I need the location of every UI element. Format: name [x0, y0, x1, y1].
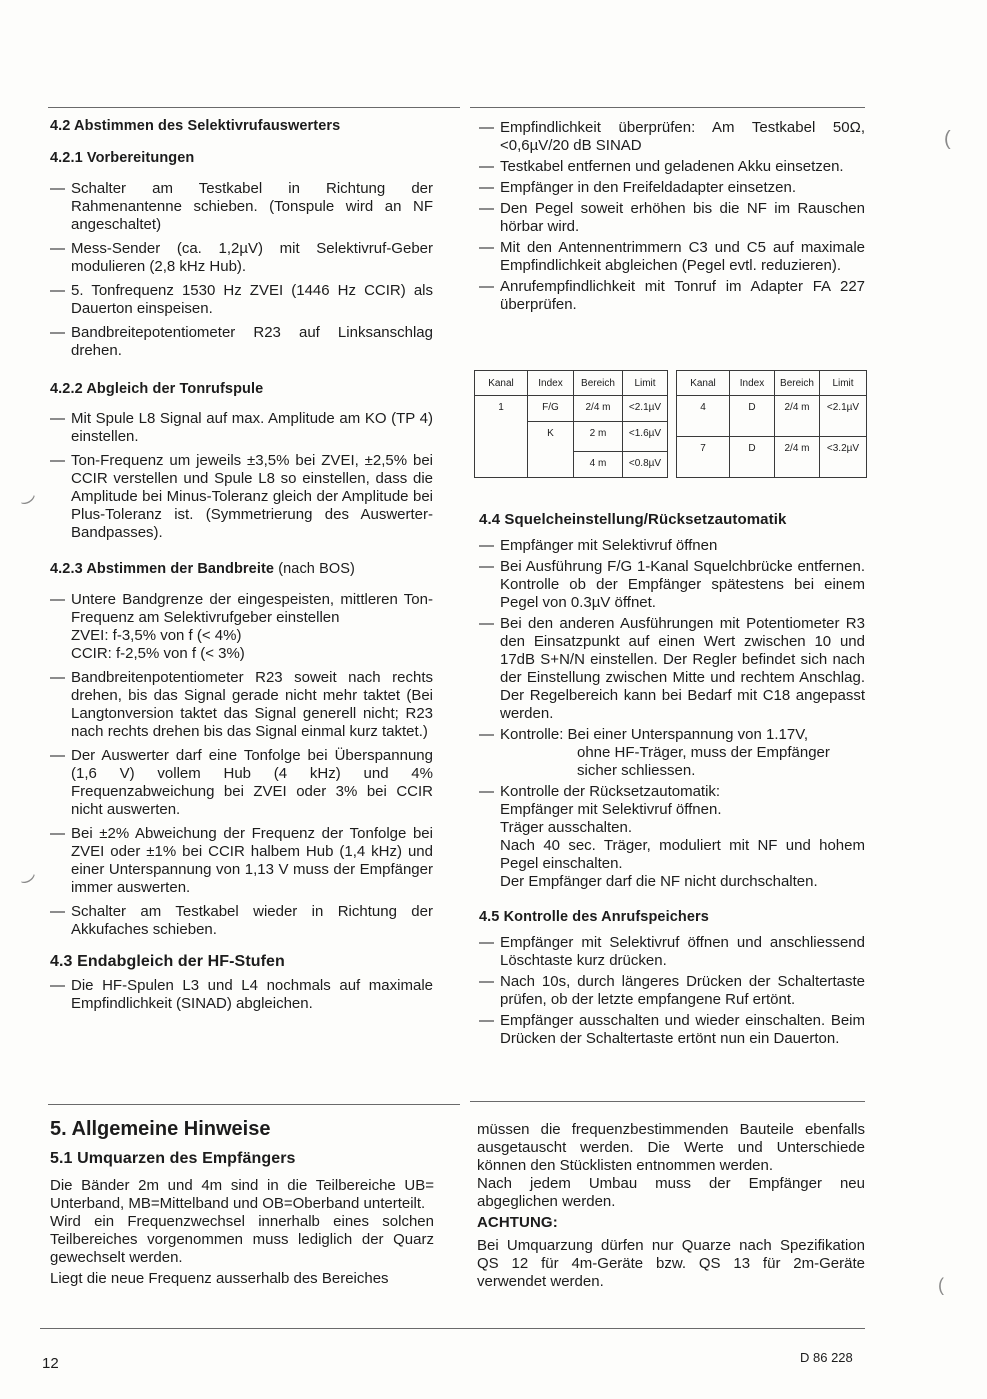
paragraph: Die Bänder 2m und 4m sind in die Teilbereiche UB= Unterband, MB=Mittelband und OB=Oberband unterteilt. — [50, 1177, 434, 1212]
ruecksetz-line: Der Empfänger darf die NF nicht durchschalten. — [500, 873, 818, 890]
footer-rule — [40, 1328, 865, 1329]
scan-mark-icon: ( — [938, 1275, 944, 1295]
section-5-heading: 5. Allgemeine Hinweise — [50, 1118, 271, 1140]
list-item: — Der Auswerter darf eine Tonfolge bei Überspannung (1,6 V) vollem Hub (4 kHz) und 4% Frequenzabweichung bei ZVEI oder 3% bei CCIR nicht auswerten. — [50, 747, 433, 819]
cell-index: K — [528, 422, 574, 478]
scan-mark-icon: ( — [944, 128, 951, 150]
col-header-bereich: Bereich — [574, 371, 623, 396]
page-number: 12 — [42, 1355, 59, 1372]
list-item: — Empfänger mit Selektivruf öffnen — [479, 537, 865, 555]
cell-kanal: 4 — [677, 396, 730, 437]
list-item: — Empfänger mit Selektivruf öffnen und anschliessend Löschtaste kurz drücken. — [479, 934, 865, 970]
section-4-2-3-heading — [50, 560, 433, 578]
cell-limit: <0.8µV — [623, 452, 668, 478]
vorbereitungen-list — [50, 180, 433, 360]
section-rule-right — [470, 1101, 865, 1102]
list-item: — Ton-Frequenz um jeweils ±3,5% bei ZVEI, ±2,5% bei CCIR verstellen und Spule L8 so einstellen, dass die Amplitude bei Minus-Toleranz gleich der Amplitude bei Plus-Toleranz ist. (Symmetrierung des Auswerter-Bandpasses). — [50, 452, 433, 542]
list-item: — Schalter am Testkabel wieder in Richtung der Akkufaches schieben. — [50, 903, 433, 939]
cell-bereich: 4 m — [574, 452, 623, 478]
list-item: — Bei Ausführung F/G 1-Kanal Squelchbrücke entfernen. Kontrolle ob der Empfänger spätestens bei einem Pegel von 0.3µV öffnet. — [479, 558, 865, 612]
list-item — [479, 726, 865, 780]
section-4-5-heading: 4.5 Kontrolle des Anrufspeichers — [479, 909, 709, 925]
list-item: — Anrufempfindlichkeit mit Tonruf im Adapter FA 227 überprüfen. — [479, 278, 865, 314]
section-5-right — [477, 1121, 865, 1291]
section-5-left — [50, 1117, 434, 1288]
ruecksetz-line: Nach 40 sec. Träger, moduliert mit NF und hohem Pegel einschalten. — [500, 837, 865, 872]
ruecksetz-line: Träger ausschalten. — [500, 819, 633, 836]
right-column-lower — [479, 511, 865, 1048]
list-item: — Schalter am Testkabel in Richtung der Rahmenantenne schieben. (Tonspule wird an NF angeschaltet) — [50, 180, 433, 234]
list-item: — Nach 10s, durch längeres Drücken der Schaltertaste prüfen, ob der letzte empfangene Ruf ertönt. — [479, 973, 865, 1009]
cell-bereich: 2/4 m — [775, 437, 820, 478]
paragraph: Wird ein Frequenzwechsel innerhalb eines solchen Teilbereiches vorgenommen muss lediglich der Quarz gewechselt werden. — [50, 1213, 434, 1266]
cell-limit: <1.6µV — [623, 422, 668, 452]
anrufspeicher-list — [479, 934, 865, 1048]
list-item: — Testkabel entfernen und geladenen Akku einsetzen. — [479, 158, 865, 176]
paragraph: Liegt die neue Frequenz ausserhalb des Bereiches — [50, 1270, 389, 1287]
achtung-label: ACHTUNG: — [477, 1214, 558, 1231]
section-4-2-3-note: (nach BOS) — [278, 561, 355, 577]
paragraph: Nach jedem Umbau muss der Empfänger neu abgeglichen werden. — [477, 1175, 865, 1210]
cell-kanal: 1 — [475, 396, 528, 478]
cell-bereich: 2/4 m — [775, 396, 820, 437]
ruecksetz-line: — Kontrolle der Rücksetzautomatik: — [500, 783, 721, 800]
list-item: — Empfänger in den Freifeldadapter einsetzen. — [479, 179, 865, 197]
cell-bereich: 2/4 m — [574, 396, 623, 422]
ccir-limit: CCIR: f-2,5% von f (< 3%) — [71, 645, 245, 662]
achtung-text: Bei Umquarzung dürfen nur Quarze nach Spezifikation QS 12 für 4m-Geräte bzw. QS 13 für 2m-Geräte verwendet werden. — [477, 1237, 865, 1290]
list-item: — Die HF-Spulen L3 und L4 nochmals auf maximale Empfindlichkeit (SINAD) abgleichen. — [50, 977, 433, 1013]
list-item: — Empfindlichkeit überprüfen: Am Testkabel 50Ω, <0,6µV/20 dB SINAD — [479, 119, 865, 155]
col-header-limit: Limit — [820, 371, 867, 396]
section-4-2-heading: 4.2 Abstimmen des Selektivrufauswerters — [50, 118, 341, 134]
limit-table-kanal-4-7 — [676, 370, 867, 478]
col-header-index: Index — [528, 371, 574, 396]
document-code: D 86 228 — [800, 1350, 853, 1365]
list-item: — Den Pegel soweit erhöhen bis die NF im Rauschen hörbar wird. — [479, 200, 865, 236]
bandbreite-list — [50, 591, 433, 939]
list-item — [50, 591, 433, 663]
col-header-limit: Limit — [623, 371, 668, 396]
list-item-text: Untere Bandgrenze der eingespeisten, mittleren Ton-Frequenz am Selektivrufgeber einstellen — [71, 591, 433, 626]
list-item: — Mess-Sender (ca. 1,2µV) mit Selektivruf-Geber modulieren (2,8 kHz Hub). — [50, 240, 433, 276]
list-item: — Mit Spule L8 Signal auf max. Amplitude am KO (TP 4) einstellen. — [50, 410, 433, 446]
cell-index: F/G — [528, 396, 574, 422]
col-header-bereich: Bereich — [775, 371, 820, 396]
zvei-limit: ZVEI: f-3,5% von f (< 4%) — [71, 627, 242, 644]
hf-stufen-list — [50, 977, 433, 1013]
col-header-kanal: Kanal — [677, 371, 730, 396]
section-4-2-2-heading: 4.2.2 Abgleich der Tonrufspule — [50, 381, 264, 397]
squelch-list — [479, 537, 865, 891]
section-4-2-1-heading: 4.2.1 Vorbereitungen — [50, 150, 195, 166]
cell-index: D — [730, 396, 775, 437]
left-column — [50, 113, 433, 1013]
paragraph: müssen die frequenzbestimmenden Bauteile ebenfalls ausgetauscht werden. Die Werte und Unterschiede können den Stücklisten entnommen werden. — [477, 1121, 865, 1174]
top-rule-right — [470, 107, 865, 108]
kontrolle-continuation: ohne HF-Träger, muss der Empfänger sicher schliessen. — [577, 744, 830, 779]
section-4-4-heading: 4.4 Squelcheinstellung/Rücksetzautomatik — [479, 511, 787, 528]
ruecksetz-line: Empfänger mit Selektivruf öffnen. — [500, 801, 722, 818]
list-item: — 5. Tonfrequenz 1530 Hz ZVEI (1446 Hz CCIR) als Dauerton einspeisen. — [50, 282, 433, 318]
section-5-1-heading: 5.1 Umquarzen des Empfängers — [50, 1150, 296, 1167]
section-rule-left — [48, 1104, 460, 1105]
cell-limit: <2.1µV — [623, 396, 668, 422]
top-rule-left — [48, 107, 460, 108]
col-header-kanal: Kanal — [475, 371, 528, 396]
scan-mark-icon: ) — [20, 494, 38, 508]
list-item: — Bandbreitenpotentiometer R23 soweit nach rechts drehen, bis das Signal gerade nicht mehr taktet (Bei Langtonversion taktet das Signal generell nicht; R23 nach rechts drehen bis das Signal einmal kurz taktet.) — [50, 669, 433, 741]
kontrolle-lead: — Kontrolle: Bei einer Unterspannung von 1.17V, — [500, 726, 808, 743]
list-item: — Empfänger ausschalten und wieder einschalten. Beim Drücken der Schaltertaste ertönt nun ein Dauerton. — [479, 1012, 865, 1048]
cell-limit: <2.1µV — [820, 396, 867, 437]
right-column — [479, 119, 865, 314]
list-item: — Bandbreitepotentiometer R23 auf Linksanschlag drehen. — [50, 324, 433, 360]
cell-limit: <3.2µV — [820, 437, 867, 478]
section-4-3-heading: 4.3 Endabgleich der HF-Stufen — [50, 953, 285, 970]
cell-kanal: 7 — [677, 437, 730, 478]
empfindlichkeit-list — [479, 119, 865, 314]
section-4-2-3-title: 4.2.3 Abstimmen der Bandbreite — [50, 561, 275, 577]
limit-table-kanal-1 — [474, 370, 668, 478]
scan-mark-icon: ) — [20, 873, 38, 887]
col-header-index: Index — [730, 371, 775, 396]
list-item: — Bei den anderen Ausführungen mit Potentiometer R3 den Einsatzpunkt auf einen Wert zwischen 10 und 17dB S+N/N einstellen. Der Regler befindet sich nach der Einstellung zwischen Mitte und rechtem Anschlag. Der Regelbereich kann bei Bedarf mit C18 angepasst werden. — [479, 615, 865, 723]
cell-index: D — [730, 437, 775, 478]
list-item: — Mit den Antennentrimmern C3 und C5 auf maximale Empfindlichkeit abgleichen (Pegel evtl. reduzieren). — [479, 239, 865, 275]
list-item: — Bei ±2% Abweichung der Frequenz der Tonfolge bei ZVEI oder ±1% bei CCIR halbem Hub (1,4 kHz) und einer Unterspannung von 1,13 V muss der Empfänger immer auswerten. — [50, 825, 433, 897]
cell-bereich: 2 m — [574, 422, 623, 452]
list-item — [479, 783, 865, 891]
tonrufspule-list — [50, 410, 433, 542]
